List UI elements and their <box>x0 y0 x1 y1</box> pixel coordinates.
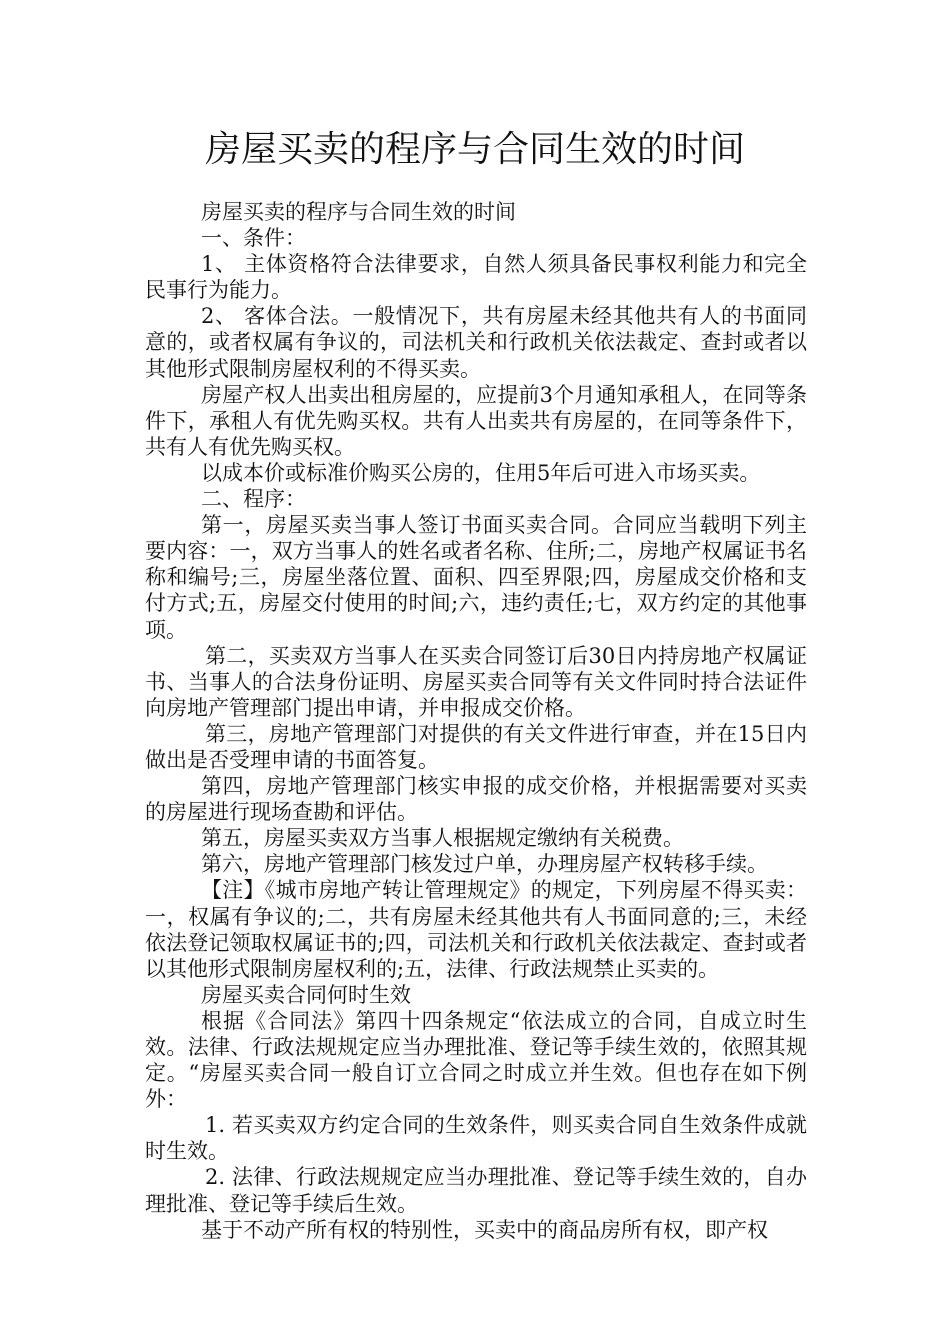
paragraph-step-5: 第五，房屋买卖双方当事人根据规定缴纳有关税费。 <box>201 826 684 851</box>
paragraph-step-1: 第一，房屋买卖当事人签订书面买卖合同。合同应当载明下列主要内容：一，双方当事人的姓名或者名称、住所;二，房地产权属证书名称和编号;三，房屋坐落位置、面积、四至界限;四，房屋成交价格和支付方式;五，房屋交付使用的时间;六，违约责任;七，双方约定的其他事项。 <box>145 513 807 642</box>
paragraph-priority-purchase: 房屋产权人出卖出租房屋的，应提前3个月通知承租人，在同等条件下，承租人有优先购买权。共有人出卖共有房屋的，在同等条件下，共有人有优先购买权。 <box>145 382 807 459</box>
paragraph-note: 【注】《城市房地产转让管理规定》的规定，下列房屋不得买卖：一，权属有争议的;二，共有房屋未经其他共有人书面同意的;三，未经依法登记领取权属证书的;四，司法机关和行政机关依法裁定、查封或者以其他形式限制房屋权利的;五，法律、行政法规禁止买卖的。 <box>145 878 807 981</box>
paragraph-step-2: 第二，买卖双方当事人在买卖合同签订后30日内持房地产权属证书、当事人的合法身份证明、房屋买卖合同等有关文件同时持合法证件向房地产管理部门提出申请，并申报成交价格。 <box>145 643 807 720</box>
paragraph-procedure-heading: 二、程序： <box>201 487 306 512</box>
paragraph-conditions-heading: 一、条件： <box>201 226 306 251</box>
paragraph-effectiveness-heading: 房屋买卖合同何时生效 <box>201 982 411 1007</box>
paragraph-public-housing: 以成本价或标准价购买公房的，住用5年后可进入市场买卖。 <box>201 460 761 485</box>
paragraph-step-3: 第三，房地产管理部门对提供的有关文件进行审查，并在15日内做出是否受理申请的书面答复。 <box>145 721 807 772</box>
paragraph-subtitle: 房屋买卖的程序与合同生效的时间 <box>201 200 516 224</box>
paragraph-exception-1: 1. 若买卖双方约定合同的生效条件，则买卖合同自生效条件成就时生效。 <box>145 1113 807 1164</box>
paragraph-step-6: 第六，房地产管理部门核发过户单，办理房屋产权转移手续。 <box>201 852 768 877</box>
paragraph-condition-1: 1、 主体资格符合法律要求，自然人须具备民事权利能力和完全民事行为能力。 <box>145 252 807 303</box>
paragraph-contract-law: 根据《合同法》第四十四条规定“依法成立的合同，自成立时生效。法律、行政法规规定应当办理批准、登记等手续生效的，依照其规定。“房屋买卖合同一般自订立合同之时成立并生效。但也存在如下例外： <box>145 1008 807 1112</box>
document-title: 房屋买卖的程序与合同生效的时间 <box>204 129 745 170</box>
paragraph-exception-2: 2. 法律、行政法规规定应当办理批准、登记等手续生效的，自办理批准、登记等手续后生效。 <box>145 1165 807 1216</box>
paragraph-condition-2: 2、 客体合法。一般情况下，共有房屋未经其他共有人的书面同意的，或者权属有争议的，司法机关和行政机关依法裁定、查封或者以其他形式限制房屋权利的不得买卖。 <box>145 304 807 381</box>
paragraph-step-4: 第四，房地产管理部门核实申报的成交价格，并根据需要对买卖的房屋进行现场查勘和评估。 <box>145 774 807 825</box>
paragraph-ownership: 基于不动产所有权的特别性，买卖中的商品房所有权，即产权 <box>201 1217 768 1242</box>
document-body <box>145 199 807 1243</box>
